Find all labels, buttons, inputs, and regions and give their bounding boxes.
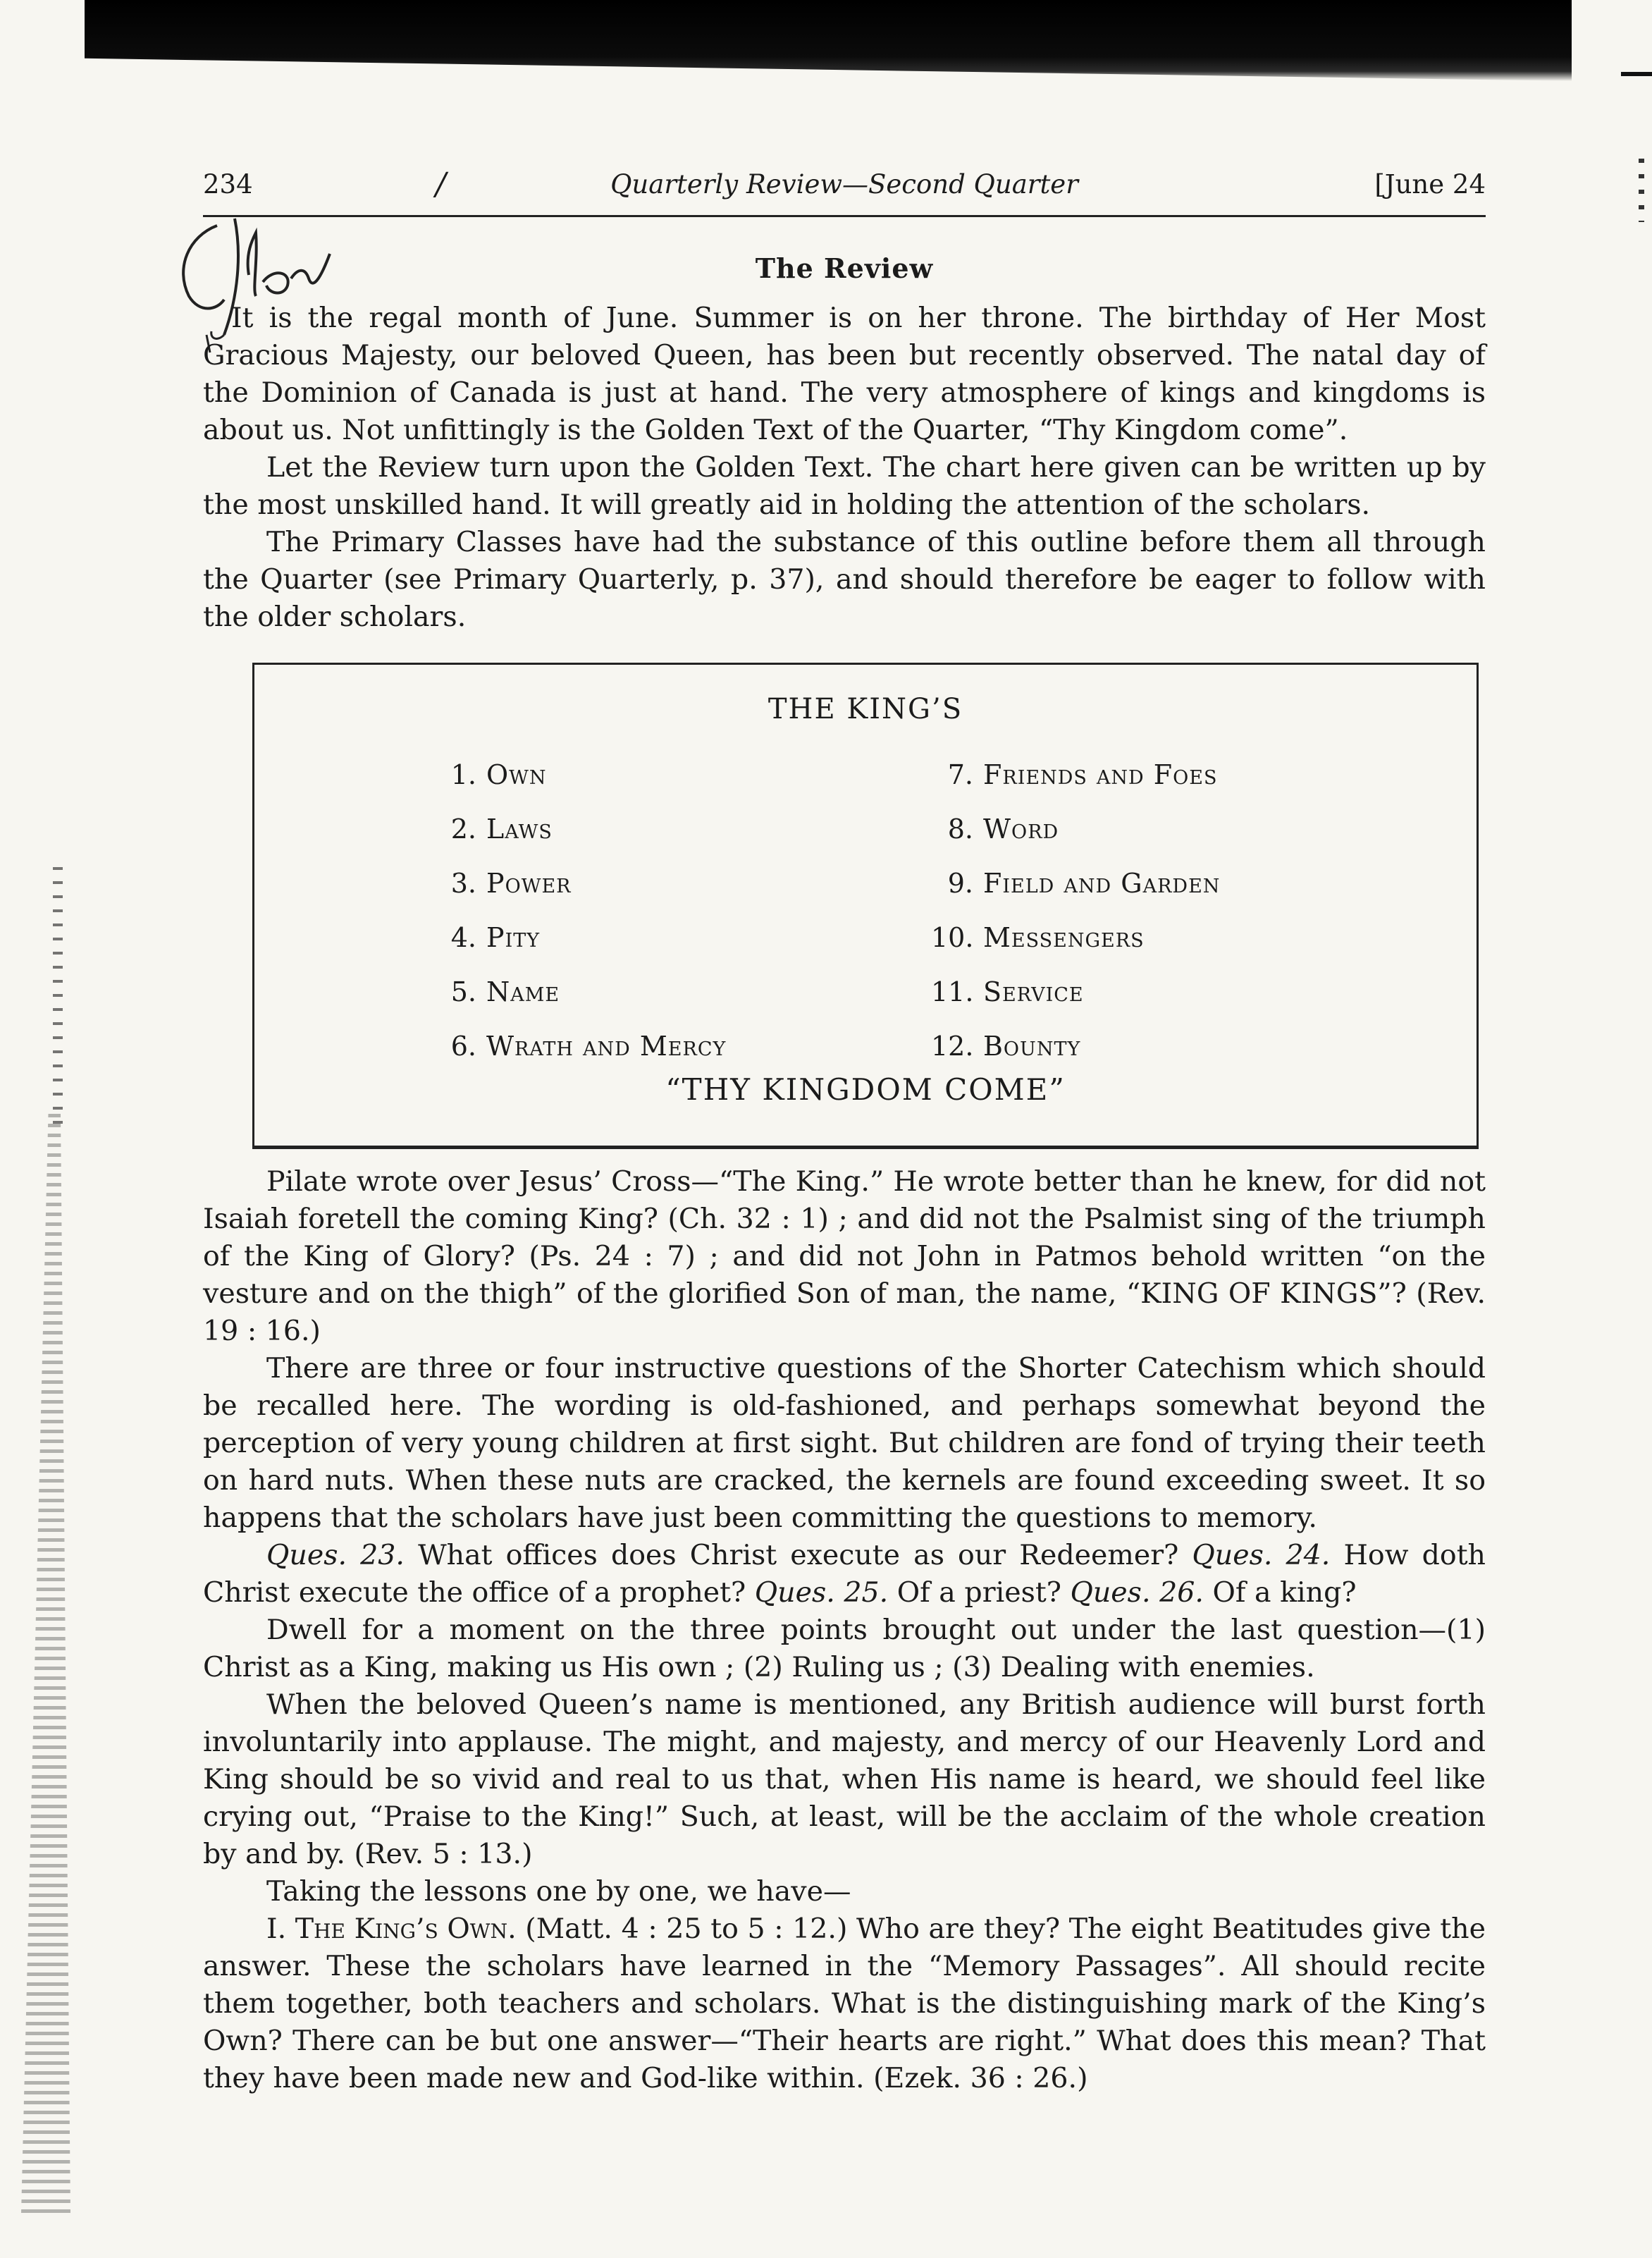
chart-item-number: 12. [931, 1031, 974, 1062]
body-paragraph: Pilate wrote over Jesus’ Cross—“The King.” He wrote better than he knew, for did not Isaiah foretell the coming King? (Ch. 32 : 1) ; and did not the Psalmist sing of the triumph of the King of Glory? (Ps. 24 : 7) ; and did not John in Patmos behold written “on the vesture and on the thigh” of the glorified Son of man, the name, “KING OF KINGS”? (Rev. 19 : 16.) [203, 1165, 1486, 1347]
intro-paragraph: The Primary Classes have had the substance of this outline before them all through the Quarter (see Primary Quarterly, p. 37), and should therefore be eager to follow with the older scholars. [203, 526, 1486, 633]
chart-item-number: 10. [931, 922, 974, 953]
scan-speckle [1639, 159, 1644, 222]
chart-item-number: 6. [450, 1031, 476, 1062]
scan-binding-shadow [21, 1114, 70, 2214]
chart-item [434, 748, 726, 802]
chart-item-label: Pity [486, 922, 541, 953]
lesson-heading: I. The King’s Own. [266, 1913, 517, 1945]
question-text: What offices does Christ execute as our Redeemer? [418, 1539, 1179, 1571]
chart-item-number: 7. [947, 759, 973, 790]
page-number: 234 [203, 169, 253, 200]
issue-date: [June 24 [1374, 169, 1486, 200]
body-paragraph: Taking the lessons one by one, we have— [266, 1875, 851, 1908]
chart-title: THE KING’S [768, 693, 963, 725]
chart-item [931, 911, 1220, 965]
chart-item-label: Laws [486, 814, 553, 845]
chart-item-number: 11. [931, 976, 974, 1007]
chart-item [931, 748, 1220, 802]
chart-item [931, 802, 1220, 857]
header-rule [203, 215, 1486, 217]
chart-item-label: Bounty [983, 1031, 1081, 1062]
scan-edge-shadow [85, 0, 1572, 81]
chart-item-label: Field and Garden [983, 868, 1221, 899]
question-label: Ques. 25. [754, 1576, 889, 1609]
chart-item-label: Service [983, 976, 1084, 1007]
chart-item-number: 1. [450, 759, 476, 790]
chart-column-left [434, 748, 726, 1074]
chart-item [434, 965, 726, 1019]
scan-speckle [53, 867, 63, 1135]
chart-item [434, 1019, 726, 1074]
chart-item-number: 8. [947, 814, 973, 845]
question-text: Of a king? [1212, 1576, 1357, 1609]
section-title: The Review [755, 252, 934, 284]
body-paragraph: When the beloved Queen’s name is mentioned, any British audience will burst forth involuntarily into applause. The might, and majesty, and mercy of our Heavenly Lord and King should be so vivid and real to us that, when His name is heard, we should feel like crying out, “Praise to the King!” Such, at least, will be the acclaim of the whole creation by and by. (Rev. 5 : 13.) [203, 1688, 1486, 1870]
chart-motto: “THY KINGDOM COME” [665, 1072, 1066, 1107]
lesson-paragraph [203, 1910, 1486, 2097]
chart-item-number: 9. [947, 868, 973, 899]
chart-item-label: Own [486, 759, 547, 790]
running-header [203, 166, 1486, 211]
lesson-text: (Matt. 4 : 25 to 5 : 12.) Who are they? The eight Beatitudes give the answer. These the scholars have learned in the “Memory Passages”. All should recite them together, both teachers and scholars. What is the distinguishing mark of the King’s Own? There can be but one answer—“Their hearts are right.” What does this mean? That they have been made new and God-like within. (Ezek. 36 : 26.) [203, 1913, 1486, 2094]
body-paragraph: Dwell for a moment on the three points brought out under the last question—(1) Christ as a King, making us His own ; (2) Ruling us ; (3) Dealing with enemies. [203, 1614, 1486, 1683]
question-label: Ques. 23. [266, 1539, 405, 1571]
chart-column-right [931, 748, 1220, 1074]
scan-mark [1621, 72, 1652, 76]
chart-item-number: 4. [450, 922, 476, 953]
chart-item [931, 1019, 1220, 1074]
chart-item-label: Messengers [983, 922, 1145, 953]
chart-item [434, 857, 726, 911]
question-label: Ques. 24. [1192, 1539, 1331, 1571]
chart-item-label: Name [486, 976, 560, 1007]
question-text: Of a priest? [896, 1576, 1061, 1609]
review-chart [252, 663, 1479, 1149]
running-title: Quarterly Review—Second Quarter [610, 169, 1078, 200]
body-paragraph: There are three or four instructive questions of the Shorter Catechism which should be recalled here. The wording is old-fashioned, and perhaps somewhat beyond the perception of very young children at first sight. But children are fond of trying their teeth on hard nuts. When these nuts are cracked, the kernels are found exceeding sweet. It so happens that the scholars have just been committing the questions to memory. [203, 1352, 1486, 1534]
chart-item [931, 965, 1220, 1019]
main-text [203, 1163, 1486, 2097]
chart-item-label: Friends and Foes [983, 759, 1218, 790]
question-text: How doth Christ execute the office of a prophet? [203, 1539, 1486, 1609]
intro-text [203, 300, 1486, 636]
pencil-slash: / [436, 166, 446, 202]
chart-item [434, 911, 726, 965]
question-label: Ques. 26. [1070, 1576, 1204, 1609]
chart-item [434, 802, 726, 857]
chart-item-number: 5. [450, 976, 476, 1007]
chart-item-label: Wrath and Mercy [486, 1031, 727, 1062]
catechism-questions [203, 1537, 1486, 1612]
intro-paragraph: Let the Review turn upon the Golden Text. The chart here given can be written up by the most unskilled hand. It will greatly aid in holding the attention of the scholars. [203, 451, 1486, 521]
chart-item-label: Power [486, 868, 572, 899]
chart-item [931, 857, 1220, 911]
intro-paragraph: It is the regal month of June. Summer is on her throne. The birthday of Her Most Gracious Majesty, our beloved Queen, has been but recently observed. The natal day of the Dominion of Canada is just at hand. The very atmosphere of kings and kingdoms is about us. Not unfittingly is the Golden Text of the Quarter, “Thy Kingdom come”. [203, 302, 1486, 446]
chart-item-number: 2. [450, 814, 476, 845]
chart-item-label: Word [983, 814, 1059, 845]
chart-item-number: 3. [450, 868, 476, 899]
